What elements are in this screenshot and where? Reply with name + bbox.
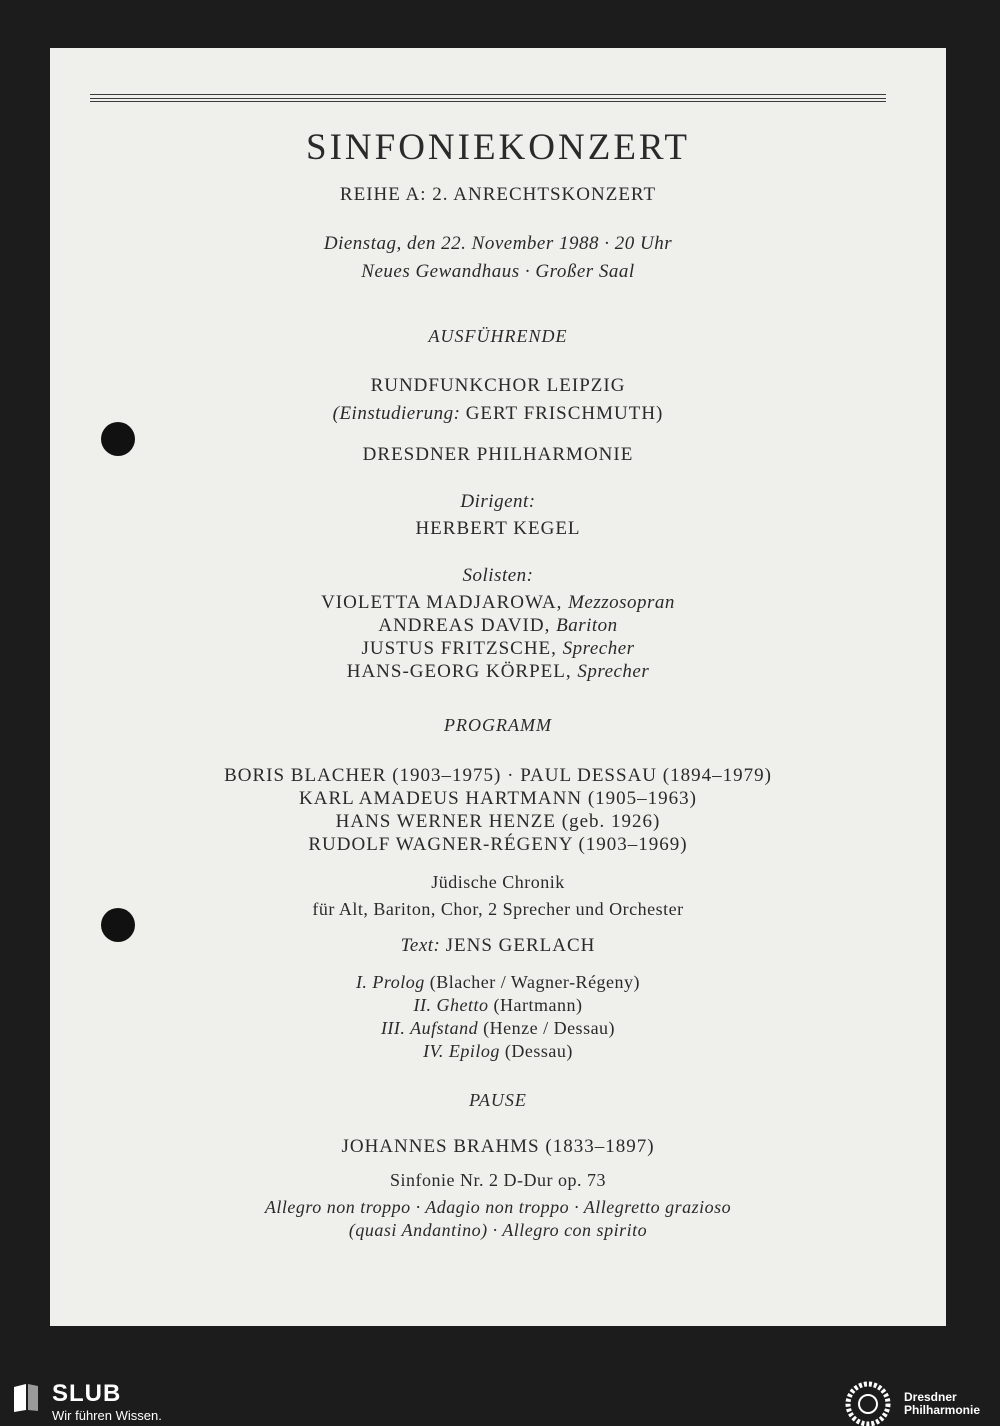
venue-line: Neues Gewandhaus · Großer Saal bbox=[361, 261, 635, 282]
movement-title: I. Prolog bbox=[355, 972, 425, 992]
series-line: REIHE A: 2. ANRECHTSKONZERT bbox=[339, 184, 657, 205]
orchestra-name: DRESDNER PHILHARMONIE bbox=[362, 444, 634, 465]
dp-name-line: Dresdner bbox=[904, 1390, 957, 1404]
movement-line bbox=[50, 972, 946, 993]
soloist-line bbox=[50, 661, 946, 683]
soloist-role: Bariton bbox=[556, 615, 618, 636]
movement-line bbox=[50, 995, 946, 1016]
movement-title: II. Ghetto bbox=[413, 995, 489, 1015]
program-heading: PROGRAMM bbox=[444, 715, 552, 735]
movement-line bbox=[50, 1018, 946, 1039]
soloist-role: Sprecher bbox=[577, 661, 650, 682]
composer-line: KARL AMADEUS HARTMANN (1905–1963) bbox=[299, 788, 697, 809]
concert-title: SINFONIEKONZERT bbox=[306, 127, 690, 168]
second-composer: JOHANNES BRAHMS (1833–1897) bbox=[341, 1136, 655, 1157]
soloist-line bbox=[50, 592, 946, 614]
choir-preparation bbox=[50, 403, 946, 425]
composer-line: HANS WERNER HENZE (geb. 1926) bbox=[335, 811, 661, 832]
second-movements: (quasi Andantino) · Allegro con spirito bbox=[348, 1220, 648, 1240]
soloist-line bbox=[50, 638, 946, 660]
movement-title: IV. Epilog bbox=[423, 1041, 500, 1061]
movement-line bbox=[50, 1041, 946, 1062]
soloist-name: JUSTUS FRITZSCHE, bbox=[361, 638, 557, 659]
slub-name: SLUB bbox=[52, 1380, 122, 1407]
soloist-name: VIOLETTA MADJAROWA, bbox=[321, 592, 563, 613]
movement-composer: (Blacher / Wagner-Régeny) bbox=[429, 972, 641, 992]
choir-prep-label: (Einstudierung: bbox=[332, 403, 461, 424]
soloist-role: Mezzosopran bbox=[568, 592, 675, 613]
work-title: Jüdische Chronik bbox=[431, 872, 565, 892]
text-label: Text: bbox=[400, 935, 441, 956]
slub-logo-icon bbox=[12, 1383, 40, 1413]
movement-composer: (Hartmann) bbox=[493, 995, 583, 1015]
slub-tagline: Wir führen Wissen. bbox=[52, 1408, 162, 1423]
top-rule bbox=[90, 94, 886, 95]
top-rule bbox=[90, 101, 886, 102]
performers-heading: AUSFÜHRENDE bbox=[428, 326, 568, 346]
soloist-name: ANDREAS DAVID, bbox=[378, 615, 551, 636]
movement-title: III. Aufstand bbox=[380, 1018, 479, 1038]
soloist-line bbox=[50, 615, 946, 637]
composer-line: BORIS BLACHER (1903–1975) · PAUL DESSAU (1894–1979) bbox=[224, 765, 772, 786]
soloists-label: Solisten: bbox=[462, 565, 534, 586]
second-work: Sinfonie Nr. 2 D-Dur op. 73 bbox=[390, 1170, 606, 1190]
choir-name: RUNDFUNKCHOR LEIPZIG bbox=[370, 375, 626, 396]
work-scoring: für Alt, Bariton, Chor, 2 Sprecher und Orchester bbox=[312, 899, 684, 919]
date-line: Dienstag, den 22. November 1988 · 20 Uhr bbox=[323, 233, 673, 254]
top-rule bbox=[90, 98, 886, 99]
dp-name-line: Philharmonie bbox=[904, 1403, 981, 1417]
footer-bar bbox=[0, 1376, 1000, 1426]
soloist-name: HANS-GEORG KÖRPEL, bbox=[346, 661, 572, 682]
dresdner-philharmonie-logo-icon bbox=[840, 1378, 896, 1426]
choir-prep-name: GERT FRISCHMUTH) bbox=[465, 403, 664, 424]
dresdner-philharmonie-name bbox=[904, 1391, 980, 1417]
movement-composer: (Henze / Dessau) bbox=[483, 1018, 616, 1038]
text-author: JENS GERLACH bbox=[445, 935, 596, 956]
text-credit bbox=[50, 935, 946, 957]
composer-line: RUDOLF WAGNER-RÉGENY (1903–1969) bbox=[308, 834, 688, 855]
second-movements: Allegro non troppo · Adagio non troppo · Allegretto grazioso bbox=[264, 1197, 732, 1217]
movement-composer: (Dessau) bbox=[504, 1041, 573, 1061]
program-sheet bbox=[50, 48, 946, 1326]
soloist-role: Sprecher bbox=[562, 638, 635, 659]
conductor-label: Dirigent: bbox=[460, 491, 536, 512]
conductor-name: HERBERT KEGEL bbox=[415, 518, 581, 539]
pause-heading: PAUSE bbox=[469, 1090, 527, 1110]
